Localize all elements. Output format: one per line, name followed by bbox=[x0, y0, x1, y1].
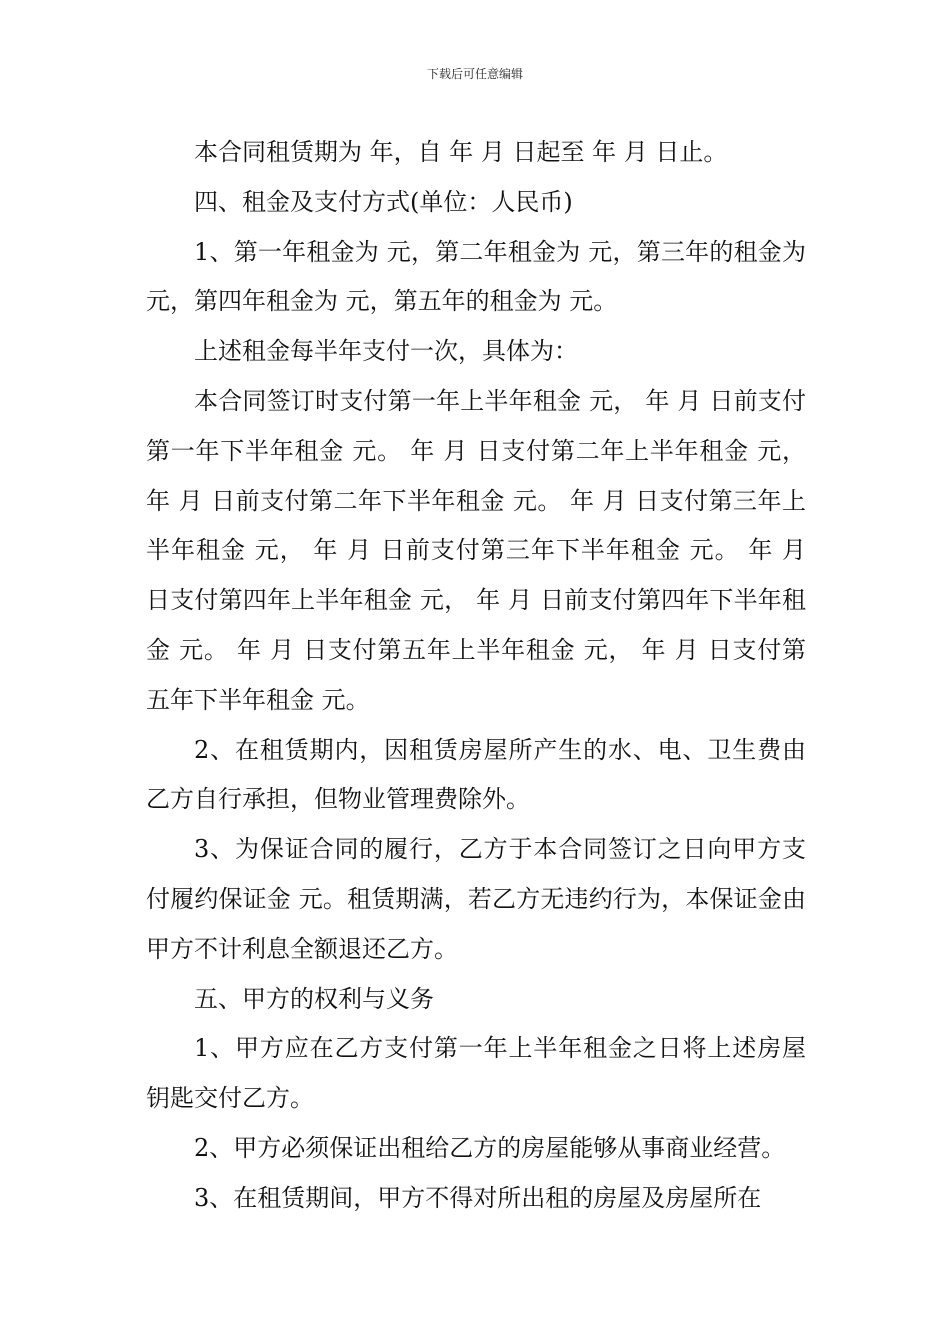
paragraph-key-handover: 1、甲方应在乙方支付第一年上半年租金之日将上述房屋钥匙交付乙方。 bbox=[146, 1034, 806, 1113]
paragraph-commercial-use: 2、甲方必须保证出租给乙方的房屋能够从事商业经营。 bbox=[194, 1133, 786, 1162]
paragraph-lease-term: 本合同租赁期为 年，自 年 月 日起至 年 月 日止。 bbox=[194, 138, 728, 166]
page-header-note: 下载后可任意编辑 bbox=[426, 67, 523, 81]
paragraph-lease-period-obligations: 3、在租赁期间，甲方不得对所出租的房屋及房屋所在 bbox=[194, 1183, 762, 1212]
section-heading-rent-payment: 四、租金及支付方式(单位：人民币) bbox=[194, 187, 573, 216]
paragraph-payment-frequency: 上述租金每半年支付一次，具体为： bbox=[194, 337, 578, 366]
paragraph-payment-schedule: 本合同签订时支付第一年上半年租金 元， 年 月 日前支付第一年下半年租金 元。 年 月 日支付第二年上半年租金 元， 年 月 日前支付第二年下半年租金 元。 年 月 日支付第三年上半年租金 元， 年 月 日前支付第三年下半年租金 元。 年 月 日支付第四年上半年租金 元， 年 月 日前支付第四年下半年租金 元。 年 月 日支付第五年上半年租金 元， 年 月 日支付第五年下半年租金 元。 bbox=[146, 386, 806, 714]
paragraph-annual-rent: 1、第一年租金为 元，第二年租金为 元，第三年的租金为 元，第四年租金为 元，第五年的租金为 元。 bbox=[146, 237, 806, 316]
document-body bbox=[146, 128, 806, 1224]
paragraph-security-deposit: 3、为保证合同的履行，乙方于本合同签订之日向甲方支付履约保证金 元。租赁期满，若乙方无违约行为，本保证金由甲方不计利息全额退还乙方。 bbox=[146, 835, 806, 963]
paragraph-utility-fees: 2、在租赁期内，因租赁房屋所产生的水、电、卫生费由乙方自行承担，但物业管理费除外。 bbox=[146, 735, 806, 814]
section-heading-party-a-rights: 五、甲方的权利与义务 bbox=[194, 984, 434, 1013]
